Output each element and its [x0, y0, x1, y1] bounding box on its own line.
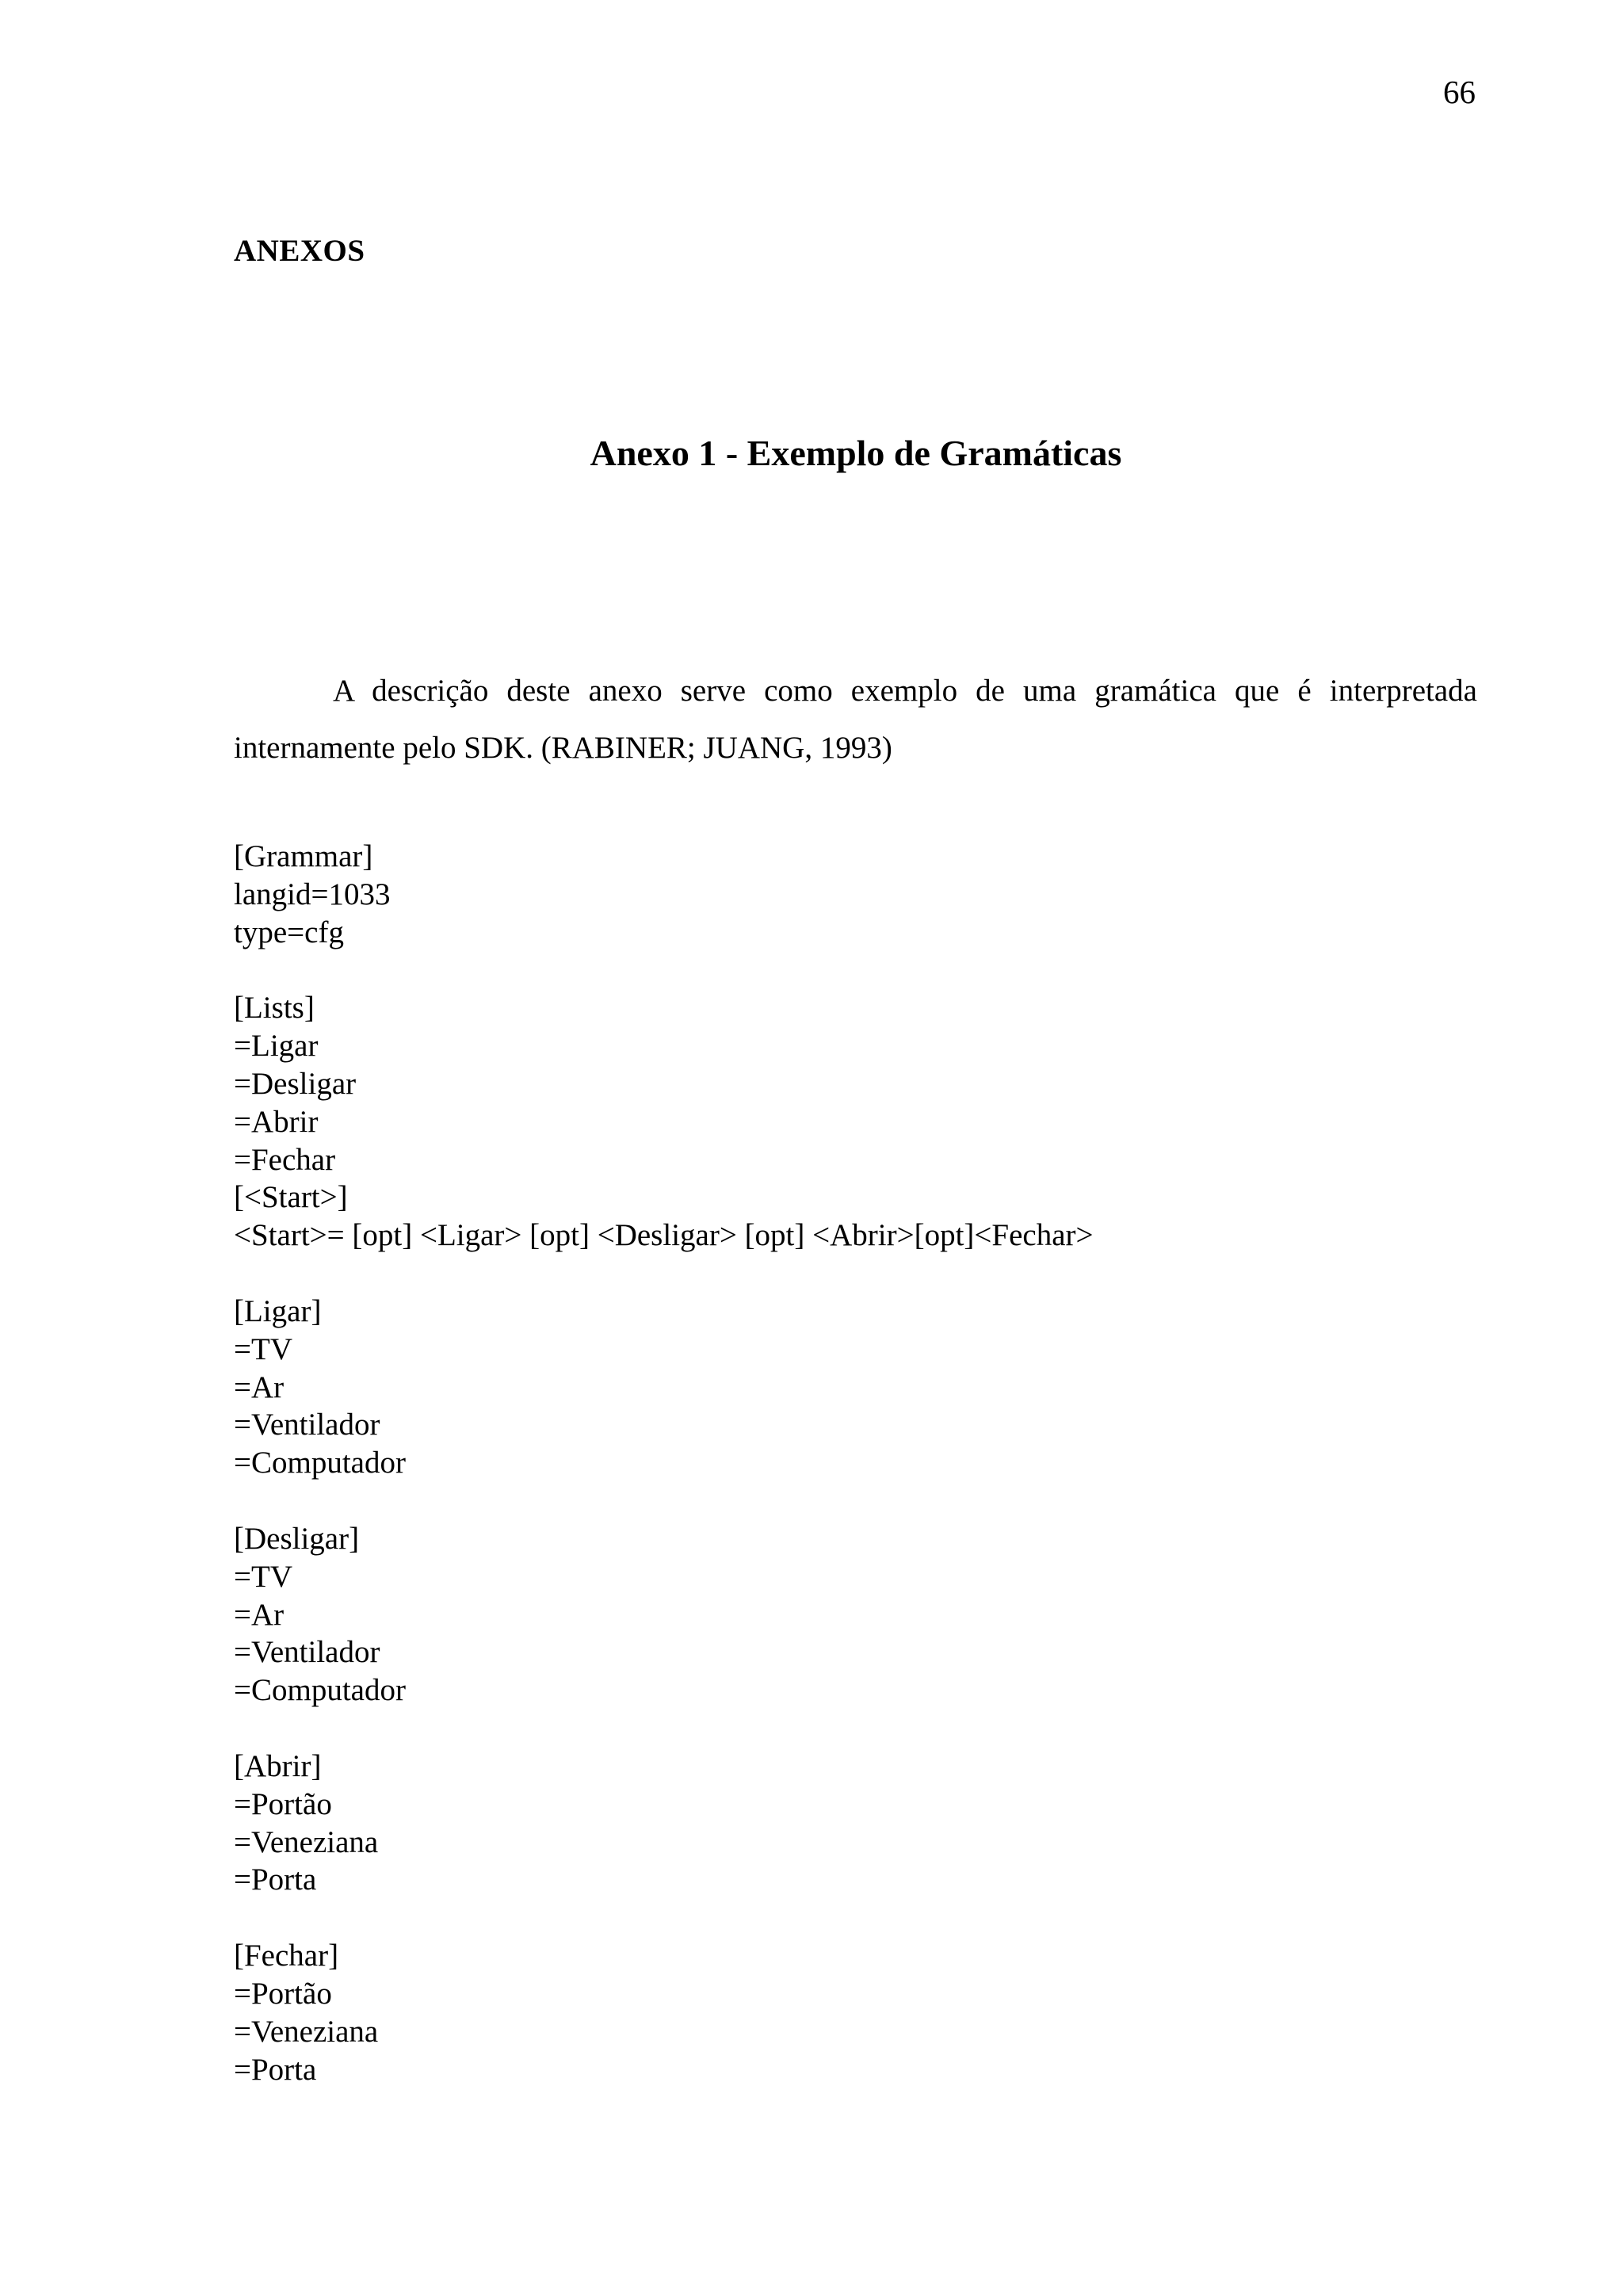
- grammar-line: =Porta: [234, 1862, 317, 1897]
- grammar-line: <Start>= [opt] <Ligar> [opt] <Desligar> [opt] <Abrir>[opt]<Fechar>: [234, 1218, 1094, 1253]
- grammar-block-fechar: [234, 1937, 1502, 2088]
- grammar-line: =Desligar: [234, 1066, 357, 1101]
- grammar-line: =Ligar: [234, 1029, 319, 1064]
- grammar-line: =Porta: [234, 2052, 317, 2087]
- grammar-line: =Computador: [234, 1446, 406, 1480]
- grammar-line: =Portão: [234, 1976, 332, 2011]
- section-heading: ANEXOS: [234, 234, 365, 268]
- grammar-line: =Ventilador: [234, 1408, 380, 1442]
- grammar-listing: [234, 838, 1502, 2126]
- grammar-line: =Computador: [234, 1673, 406, 1708]
- grammar-line: [Ligar]: [234, 1293, 322, 1328]
- grammar-block-desligar: [234, 1520, 1502, 1710]
- grammar-line: type=cfg: [234, 915, 344, 949]
- grammar-line: [<Start>]: [234, 1180, 348, 1215]
- grammar-block-lists: [234, 989, 1502, 1255]
- grammar-line: [Abrir]: [234, 1748, 322, 1783]
- grammar-block-abrir: [234, 1748, 1502, 1899]
- grammar-line: [Grammar]: [234, 839, 373, 873]
- grammar-block-grammar: [234, 838, 1502, 951]
- grammar-line: =Veneziana: [234, 1824, 379, 1859]
- grammar-block-ligar: [234, 1293, 1502, 1482]
- grammar-line: =Fechar: [234, 1142, 336, 1177]
- grammar-line: [Lists]: [234, 991, 315, 1026]
- annex-title: Anexo 1 - Exemplo de Gramáticas: [590, 433, 1122, 473]
- page-number: 66: [1443, 74, 1476, 110]
- grammar-line: =Ar: [234, 1370, 285, 1404]
- intro-paragraph: A descrição deste anexo serve como exemplo de uma gramática que é interpretada internamente pelo SDK. (RABINER; JUANG, 1993): [234, 674, 1477, 765]
- grammar-line: =Ventilador: [234, 1635, 380, 1670]
- grammar-line: [Fechar]: [234, 1939, 339, 1973]
- grammar-line: [Desligar]: [234, 1521, 360, 1556]
- grammar-line: =TV: [234, 1559, 292, 1594]
- grammar-line: =TV: [234, 1331, 292, 1366]
- grammar-line: =Veneziana: [234, 2014, 379, 2049]
- grammar-line: =Ar: [234, 1597, 285, 1632]
- grammar-line: =Abrir: [234, 1104, 319, 1139]
- grammar-line: =Portão: [234, 1786, 332, 1821]
- grammar-line: langid=1033: [234, 877, 391, 911]
